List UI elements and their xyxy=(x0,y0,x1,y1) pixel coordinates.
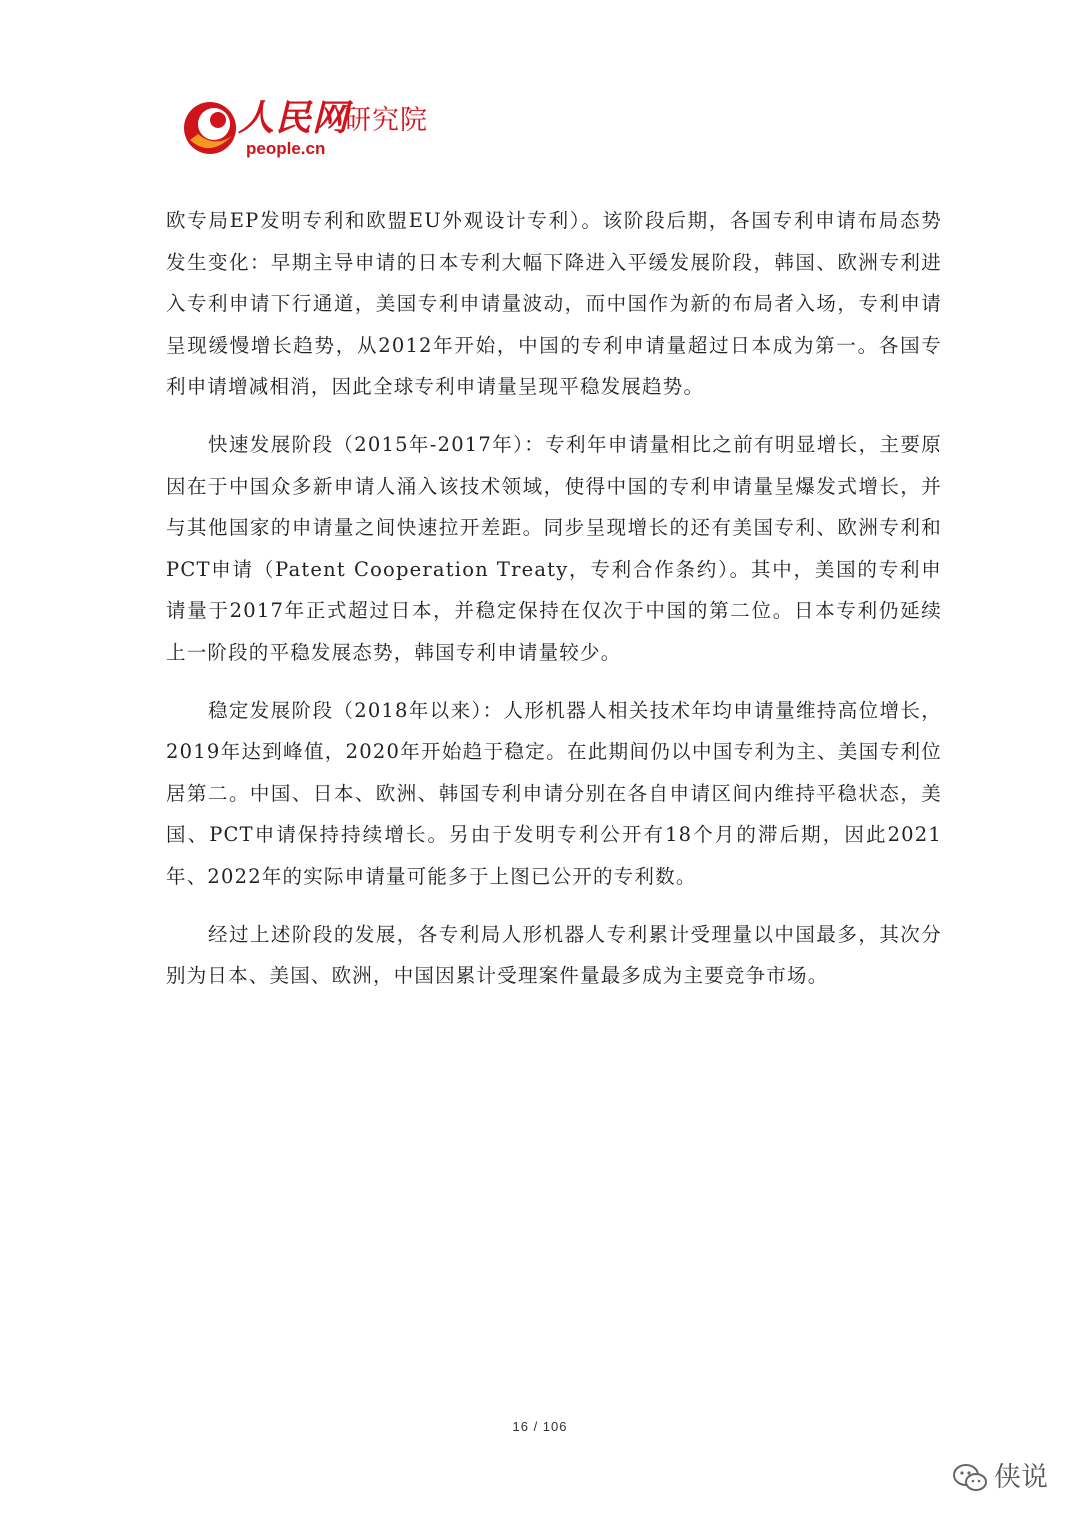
watermark-text: 侠说 xyxy=(994,1462,1048,1493)
institute-label: 研究院 xyxy=(344,105,428,136)
header-logo xyxy=(180,96,500,162)
brand-name: 人民网 xyxy=(238,97,350,139)
paragraph-2: 快速发展阶段（2015年-2017年）：专利年申请量相比之前有明显增长，主要原因在于中国众多新申请人涌入该技术领域，使得中国的专利申请量呈爆发式增长，并与其他国家的申请量之间快速拉开差距。同步呈现增长的还有美国专利、欧洲专利和PCT申请（Patent Cooperation Treaty，专利合作条约）。其中，美国的专利申请量于2017年正式超过日本，并稳定保持在仅次于中国的第二位。日本专利仍延续上一阶段的平稳发展态势，韩国专利申请量较少。 xyxy=(166,432,942,664)
wechat-icon xyxy=(952,1462,988,1494)
page-number: 16 / 106 xyxy=(512,1419,568,1434)
paragraph-4: 经过上述阶段的发展，各专利局人形机器人专利累计受理量以中国最多，其次分别为日本、美国、欧洲，中国因累计受理案件量最多成为主要竞争市场。 xyxy=(166,922,942,988)
paragraph-3: 稳定发展阶段（2018年以来）：人形机器人相关技术年均申请量维持高位增长，2019年达到峰值，2020年开始趋于稳定。在此期间仍以中国专利为主、美国专利位居第二。中国、日本、欧洲、韩国专利申请分别在各自申请区间内维持平稳状态，美国、PCT申请保持持续增长。另由于发明专利公开有18个月的滞后期，因此2021年、2022年的实际申请量可能多于上图已公开的专利数。 xyxy=(166,698,942,888)
document-body xyxy=(166,200,942,1013)
people-logo-icon xyxy=(180,100,240,156)
paragraph-1: 欧专局EP发明专利和欧盟EU外观设计专利）。该阶段后期，各国专利申请布局态势发生变化：早期主导申请的日本专利大幅下降进入平缓发展阶段，韩国、欧洲专利进入专利申请下行通道，美国专利申请量波动，而中国作为新的布局者入场，专利申请呈现缓慢增长趋势，从2012年开始，中国的专利申请量超过日本成为第一。各国专利申请增减相消，因此全球专利申请量呈现平稳发展趋势。 xyxy=(166,209,942,399)
watermark xyxy=(952,1456,1062,1500)
brand-domain: people.cn xyxy=(246,139,326,158)
